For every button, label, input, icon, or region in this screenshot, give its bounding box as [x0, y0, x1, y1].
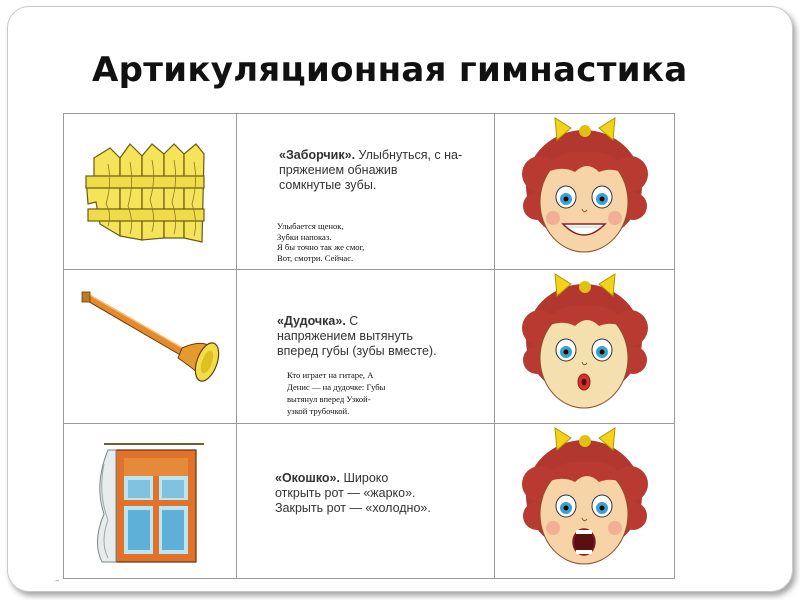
exercise-description — [275, 471, 489, 516]
picture-cell — [64, 424, 237, 578]
description-cell — [237, 270, 495, 423]
exercise-name: «Заборчик». — [279, 148, 356, 162]
exercise-text: вперед губы (зубы вместе). — [277, 344, 437, 358]
trumpet-icon — [64, 270, 237, 423]
exercise-row — [64, 114, 674, 269]
exercise-text: сомкнутые зубы. — [279, 178, 377, 192]
slide-marker: – — [55, 576, 60, 586]
poem-line: вытянул вперед Узкой- — [287, 394, 371, 404]
pursed-lips-face-icon — [495, 270, 674, 423]
poem-line: Вот, смотри. Сейчас. — [277, 252, 354, 263]
poem-line: Кто играет на гитаре, А — [287, 370, 374, 380]
exercise-description — [279, 148, 489, 193]
exercise-poem — [277, 221, 487, 263]
face-cell — [495, 424, 674, 578]
face-cell — [495, 114, 674, 269]
poem-line: Улыбается щенок, — [277, 221, 344, 231]
poem-line: узкой трубочкой. — [287, 406, 350, 416]
face-cell — [495, 270, 674, 423]
description-cell — [237, 114, 495, 269]
exercise-table — [63, 113, 675, 579]
exercise-text: открыть рот — «жарко». — [275, 486, 416, 500]
fence-icon — [64, 114, 237, 269]
exercise-row — [64, 424, 674, 578]
exercise-text: Закрыть рот — «холодно». — [275, 501, 431, 515]
poem-line: Я бы точно так же смог, — [277, 242, 365, 252]
exercise-description — [277, 314, 489, 359]
description-cell — [237, 424, 495, 578]
exercise-name: «Окошко». — [275, 471, 340, 485]
exercise-text: Широко — [339, 471, 389, 485]
exercise-text: пряжением обнажив — [279, 163, 398, 177]
exercise-text: С — [345, 314, 359, 328]
exercise-text: Улыбнуться, с на- — [355, 148, 463, 162]
poem-line: Денис — на дудочке: Губы — [287, 382, 386, 392]
window-icon — [64, 424, 237, 578]
open-mouth-face-icon — [495, 424, 674, 578]
smiling-face-icon — [495, 114, 674, 269]
slide-title: Артикуляционная гимнастика — [92, 50, 688, 90]
picture-cell — [64, 270, 237, 423]
picture-cell — [64, 114, 237, 269]
exercise-poem — [287, 369, 477, 417]
exercise-row — [64, 270, 674, 423]
exercise-text: напряжением вытянуть — [277, 329, 413, 343]
poem-line: Зубки напоказ. — [277, 231, 332, 242]
exercise-name: «Дудочка». — [277, 314, 346, 328]
